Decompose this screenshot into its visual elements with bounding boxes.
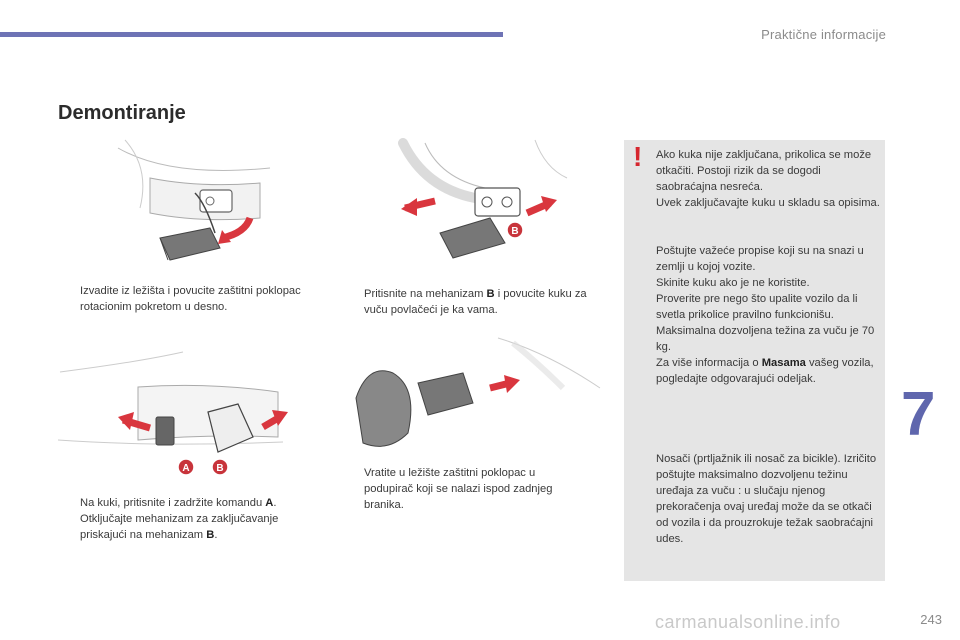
label-b-badge: B: [216, 463, 224, 474]
warning-text: Ako kuka nije zaključana, prikolica se može otkačiti. Postoji rizik da se dogodi saobraćajna nesreća. Uvek zaključavajte kuku u skladu sa opisima.: [656, 149, 880, 209]
bullet-icon: [342, 465, 364, 513]
step-remove-cover: Izvadite iz ležišta i povucite zaštitni poklopac rotacionim pokretom u desno.: [58, 283, 303, 315]
watermark: carmanualsonline.info: [655, 612, 841, 632]
illustration-remove-cover: [110, 138, 280, 268]
header-title: Praktične informacije: [761, 27, 886, 42]
regulations-text: Poštujte važeće propise koji su na snazi u zemlji u kojoj vozite. Skinite kuku ako je ne koristite. Proverite pre nego što upalite vozilo da li svetla prikolice pravilno funkcionišu. Maksimalna dozvoljena težina za vuču je 70 kg. Za više informacija o Masama vašeg vozila, pogledajte odgovarajući odeljak.: [656, 245, 875, 385]
label-b-badge: B: [511, 226, 519, 237]
header-accent-bar: [0, 32, 503, 37]
arrow-left-icon: [401, 198, 417, 216]
illustration-unlock-mechanism: [58, 342, 298, 477]
section-title: Demontiranje: [58, 102, 186, 124]
step-unlock: Na kuki, pritisnite i zadržite komandu A. Otključajte mehanizam za zaključavanje priskajući na mehanizam B.: [58, 495, 308, 543]
bullet-icon: [58, 511, 80, 543]
arrow-right-icon: [504, 375, 520, 393]
bullet-icon: [58, 495, 80, 511]
rotate-arrow-icon: [222, 218, 250, 238]
step-pull-hook: Pritisnite na mehanizam B i povucite kuku za vuču povlačeći je ka vama.: [342, 286, 597, 318]
illustration-pull-hook: [395, 138, 570, 268]
carriers-text: Nosači (prtljažnik ili nosač za bicikle). Izričito poštujte maksimalno dozvoljenu težinu uređaja za vuču : u slučaju njenog prekoračenja ovaj uređaj može da se otkači od vozila i da prouzrokuje težak saobraćajni udes.: [656, 453, 877, 545]
label-a-badge: A: [182, 463, 190, 474]
bullet-icon: [342, 286, 364, 318]
page-number: 243: [920, 612, 942, 627]
bullet-icon: [58, 283, 80, 315]
arrow-left-icon: [118, 412, 134, 430]
warning-icon: !: [633, 141, 643, 172]
step-store-cover: Vratite u ležište zaštitni poklopac u podupirač koji se nalazi ispod zadnjeg branika.: [342, 465, 587, 513]
chapter-number: 7: [901, 380, 936, 449]
illustration-store-cover: [348, 333, 603, 458]
